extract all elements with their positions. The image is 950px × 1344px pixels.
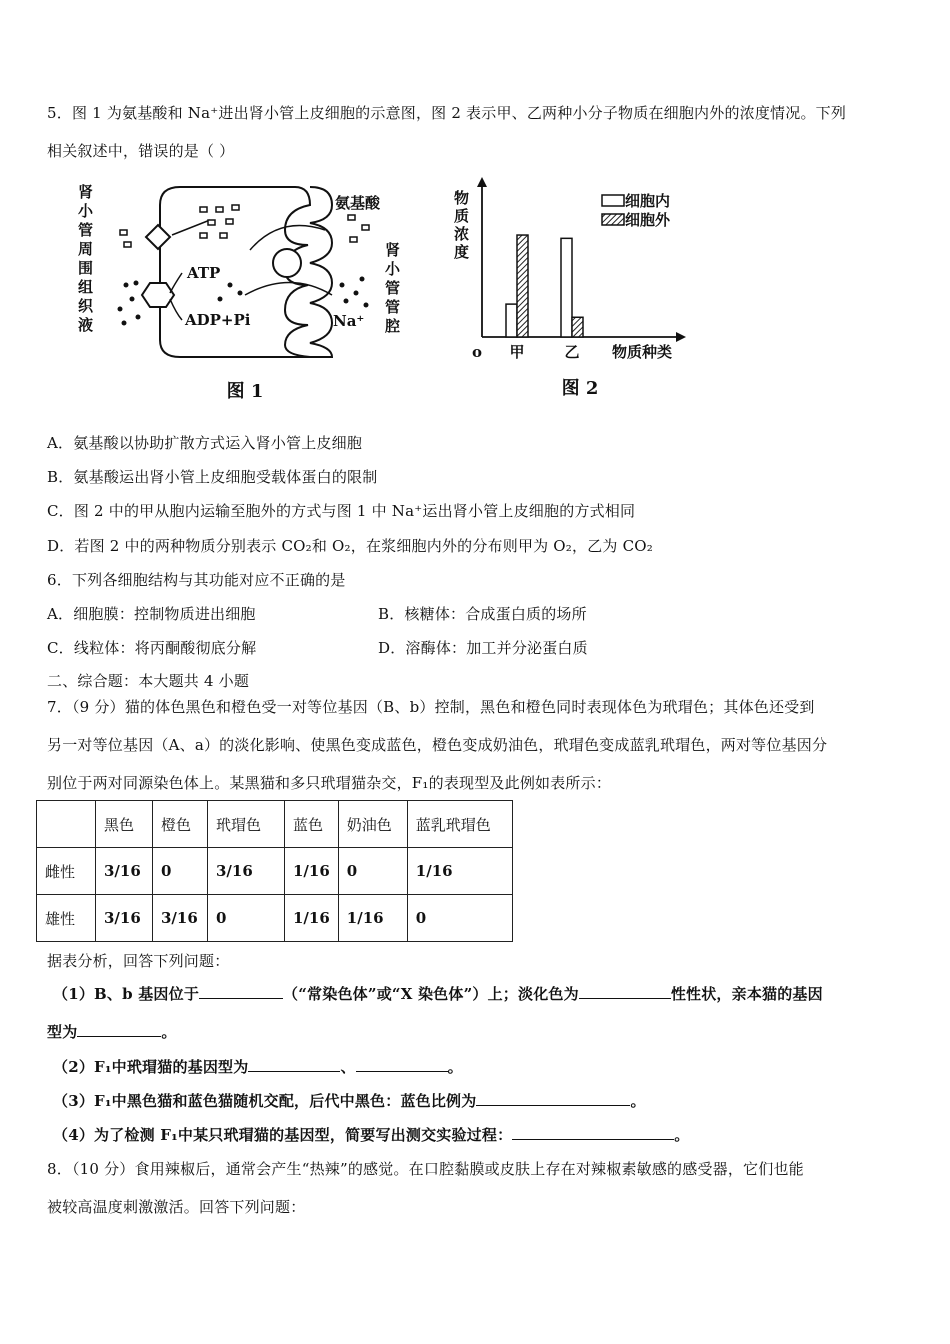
table-row <box>37 895 513 942</box>
table-header-cell: 橙色 <box>153 801 208 848</box>
table-cell: 0 <box>153 848 208 895</box>
q6-option-d: D．溶酶体：加工并分泌蛋白质 <box>378 639 588 657</box>
q7-p2-blank-1[interactable] <box>248 1057 340 1072</box>
table-header-cell: 蓝色 <box>285 801 339 848</box>
q6-stem: 6．下列各细胞结构与其功能对应不正确的是 <box>47 571 346 589</box>
fig2-legend-out-label: 细胞外 <box>625 211 671 229</box>
q6-option-c: C．线粒体：将丙酮酸彻底分解 <box>47 639 257 657</box>
bar-乙-细胞内 <box>561 238 572 337</box>
table-cell: 0 <box>208 895 285 942</box>
figure-1-diagram <box>70 175 415 415</box>
q7-p4-text-a: （4）为了检测 F₁中某只玳瑁猫的基因型，简要写出测交实验过程： <box>53 1126 513 1144</box>
q7-p1-text-d: 型为 <box>47 1023 78 1041</box>
q7-p1-blank-2[interactable] <box>579 984 671 999</box>
fig2-xlabel: 物质种类 <box>612 343 673 361</box>
table-row-label: 雌性 <box>37 848 96 895</box>
table-cell: 0 <box>338 848 407 895</box>
fig1-arrow-atp <box>170 273 182 293</box>
q7-p4-blank[interactable] <box>512 1125 674 1140</box>
table-row-label: 雄性 <box>37 895 96 942</box>
fig1-side-right-2: 管 <box>385 279 401 297</box>
fig2-legend-out-swatch <box>602 214 624 225</box>
q5-option-c: C．图 2 中的甲从胞内运输至胞外的方式与图 1 中 Na⁺运出肾小管上皮细胞的方式相同 <box>47 502 636 520</box>
table-cell: 3/16 <box>153 895 208 942</box>
q7-part-1-line1 <box>53 983 823 1004</box>
q7-p1-blank-3[interactable] <box>77 1022 161 1037</box>
fig1-side-right-1: 小 <box>385 260 401 278</box>
fig1-cotransporter <box>273 249 301 277</box>
fig2-ylabel-2: 浓 <box>454 225 470 243</box>
table-header-cell: 黑色 <box>96 801 153 848</box>
q7-p1-blank-1[interactable] <box>199 984 283 999</box>
q7-p1-text-a: （1）B、b 基因位于 <box>53 985 200 1003</box>
table-cell: 3/16 <box>96 848 153 895</box>
table-header-row <box>37 801 513 848</box>
q7-stem-line3: 别位于两对同源染色体上。某黑猫和多只玳瑁猫杂交，F₁的表现型及此例如表所示： <box>47 774 612 792</box>
q7-phenotype-table <box>36 800 513 942</box>
q7-stem-line1: 7．（9 分）猫的体色黑色和橙色受一对等位基因（B、b）控制，黑色和橙色同时表现体色为玳瑁色；其体色还受到 <box>47 698 815 716</box>
q7-part-4 <box>53 1124 690 1145</box>
fig2-y-arrow <box>477 177 487 187</box>
q7-p3-text-a: （3）F₁中黑色猫和蓝色猫随机交配，后代中黑色：蓝色比例为 <box>53 1092 477 1110</box>
fig1-microvilli <box>310 187 332 357</box>
fig1-side-left-4: 围 <box>78 259 94 277</box>
q7-p2-text-c: 。 <box>447 1058 463 1076</box>
fig2-legend-in-label: 细胞内 <box>625 192 671 210</box>
q5-option-b: B．氨基酸运出肾小管上皮细胞受载体蛋白的限制 <box>47 468 378 486</box>
fig2-origin: o <box>472 343 483 361</box>
q7-intro: 据表分析，回答下列问题： <box>47 952 230 970</box>
table-cell: 1/16 <box>338 895 407 942</box>
table-header-cell: 玳瑁色 <box>208 801 285 848</box>
fig1-amino-label: 氨基酸 <box>335 194 381 212</box>
q6-option-a: A．细胞膜：控制物质进出细胞 <box>47 605 256 623</box>
fig2-ylabel-1: 质 <box>454 207 470 225</box>
table-header-cell: 奶油色 <box>338 801 407 848</box>
table-cell: 1/16 <box>285 895 339 942</box>
fig1-adp-label: ADP+Pi <box>185 311 251 329</box>
q7-part-1-line2 <box>47 1021 177 1042</box>
q6-option-b: B．核糖体：合成蛋白质的场所 <box>378 605 587 623</box>
fig1-side-left-0: 肾 <box>78 183 94 201</box>
fig1-carrier-diamond <box>146 225 170 249</box>
figure-2-bar-chart <box>440 175 710 410</box>
x-tick-label: 乙 <box>564 343 580 361</box>
fig1-side-right-4: 腔 <box>385 317 401 335</box>
q5-stem-line2: 相关叙述中，错误的是（ ） <box>47 142 235 160</box>
fig1-side-right-3: 管 <box>385 298 401 316</box>
q7-p1-text-e: 。 <box>161 1023 177 1041</box>
table-cell: 3/16 <box>208 848 285 895</box>
table-cell: 1/16 <box>285 848 339 895</box>
q7-stem-line2: 另一对等位基因（A、a）的淡化影响、使黑色变成蓝色，橙色变成奶油色，玳瑁色变成蓝乳玳瑁色，两对等位基因分 <box>47 736 828 754</box>
table-header-cell: 蓝乳玳瑁色 <box>407 801 512 848</box>
q7-p2-blank-2[interactable] <box>356 1057 448 1072</box>
x-tick-label: 甲 <box>509 343 525 361</box>
q5-option-d: D．若图 2 中的两种物质分别表示 CO₂和 O₂，在浆细胞内外的分布则甲为 O₂，乙为 CO₂ <box>47 537 653 555</box>
q8-stem-line1: 8．（10 分）食用辣椒后，通常会产生“热辣”的感觉。在口腔黏膜或皮肤上存在对辣椒素敏感的感受器，它们也能 <box>47 1160 804 1178</box>
q7-p2-text-a: （2）F₁中玳瑁猫的基因型为 <box>53 1058 249 1076</box>
fig2-ylabel-0: 物 <box>454 189 470 207</box>
fig1-side-left-7: 液 <box>78 316 94 334</box>
fig1-side-right-0: 肾 <box>385 241 401 259</box>
fig1-arrow-na-in <box>245 283 332 296</box>
bar-乙-细胞外 <box>572 317 583 337</box>
table-cell: 0 <box>407 895 512 942</box>
fig1-side-left-5: 组 <box>78 278 94 296</box>
q7-p3-blank[interactable] <box>476 1091 630 1106</box>
fig2-caption: 图 2 <box>561 378 599 399</box>
q7-p1-text-c: 性性状，亲本猫的基因 <box>670 985 823 1003</box>
fig1-side-left-3: 周 <box>78 240 94 258</box>
q5-option-a: A．氨基酸以协助扩散方式运入肾小管上皮细胞 <box>47 434 363 452</box>
q7-p3-text-b: 。 <box>630 1092 646 1110</box>
q7-part-2 <box>53 1056 463 1077</box>
q5-stem-line1: 5．图 1 为氨基酸和 Na⁺进出肾小管上皮细胞的示意图，图 2 表示甲、乙两种小分子物质在细胞内外的浓度情况。下列 <box>47 104 847 122</box>
bar-甲-细胞外 <box>517 235 528 337</box>
fig2-x-arrow <box>676 332 686 342</box>
fig2-ylabel-3: 度 <box>454 243 470 261</box>
bar-甲-细胞内 <box>506 304 517 337</box>
fig1-side-left-1: 小 <box>78 202 94 220</box>
fig1-side-left-2: 管 <box>78 221 94 239</box>
table-cell: 1/16 <box>407 848 512 895</box>
fig1-side-left-6: 织 <box>78 297 94 315</box>
fig1-arrow-adp <box>170 299 182 320</box>
fig1-na-label: Na⁺ <box>333 312 365 330</box>
fig1-pump-hexagon <box>142 283 174 307</box>
fig1-caption: 图 1 <box>226 381 264 402</box>
q8-stem-line2: 被较高温度刺激激活。回答下列问题： <box>47 1198 306 1216</box>
q7-p4-text-b: 。 <box>674 1126 690 1144</box>
fig1-atp-label: ATP <box>187 264 221 282</box>
q7-part-3 <box>53 1090 646 1111</box>
table-header-cell <box>37 801 96 848</box>
fig2-legend-in-swatch <box>602 195 624 206</box>
section-2-heading: 二、综合题：本大题共 4 小题 <box>47 672 250 690</box>
table-row <box>37 848 513 895</box>
q7-p1-text-b: （“常染色体”或“X 染色体”）上；淡化色为 <box>283 985 579 1003</box>
q7-p2-text-b: 、 <box>340 1058 356 1076</box>
table-cell: 3/16 <box>96 895 153 942</box>
